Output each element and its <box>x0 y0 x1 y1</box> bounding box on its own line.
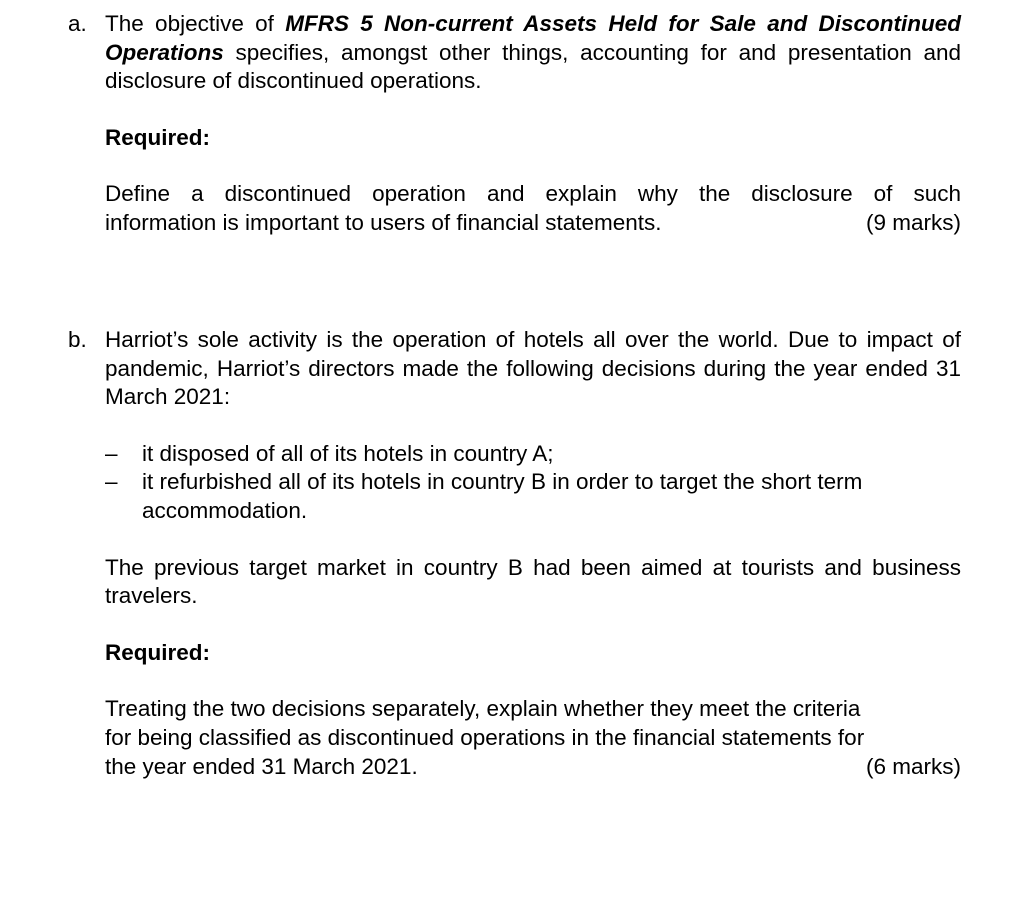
question-b <box>68 326 961 781</box>
decision-item-2 <box>105 468 961 525</box>
decision-item-1 <box>105 440 961 469</box>
question-b-required-heading: Required: <box>105 639 211 665</box>
question-a-intro <box>105 10 961 96</box>
question-b-label: b. <box>68 327 87 352</box>
question-b-task-line-3 <box>105 753 961 782</box>
question-a-intro-prefix: The objective of <box>105 11 274 36</box>
question-b-task <box>105 695 961 781</box>
question-b-task-line-1: Treating the two decisions separately, explain whether they meet the criteria <box>105 696 861 722</box>
question-a <box>68 10 961 238</box>
question-a-task-text: information is important to users of financial statements. <box>105 209 662 235</box>
question-b-body <box>105 326 961 781</box>
decision-text-2: it refurbished all of its hotels in country B in order to target the short term accommodation. <box>142 469 863 523</box>
question-a-body <box>105 10 961 238</box>
question-a-task-line-2 <box>105 209 961 238</box>
bullet-dash: – <box>105 469 118 495</box>
standard-title: MFRS 5 Non-current Assets Held for Sale and Discontinued Operations <box>105 11 962 65</box>
question-a-intro-suffix: specifies, amongst other things, accounting for and presentation and disclosure of discontinued operations. <box>105 39 961 94</box>
question-b-task-text: the year ended 31 March 2021. <box>105 753 418 779</box>
question-a-marks: (9 marks) <box>866 209 961 235</box>
question-a-task-line-1: Define a discontinued operation and explain why the disclosure of such <box>105 181 961 207</box>
decision-list <box>105 440 961 526</box>
bullet-dash: – <box>105 440 118 466</box>
question-b-task-line-2: for being classified as discontinued operations in the financial statements for <box>105 724 865 750</box>
market-note: The previous target market in country B had been aimed at tourists and business travelers. <box>105 554 961 609</box>
question-b-intro: Harriot’s sole activity is the operation of hotels all over the world. Due to impact of pandemic, Harriot’s directors made the following decisions during the year ended 31 March 2021: <box>105 327 961 410</box>
decision-text-1: it disposed of all of its hotels in country A; <box>142 440 554 466</box>
question-a-task <box>105 180 961 237</box>
question-b-marks: (6 marks) <box>866 753 961 779</box>
question-a-required-heading: Required: <box>105 124 211 150</box>
question-a-label: a. <box>68 11 87 36</box>
